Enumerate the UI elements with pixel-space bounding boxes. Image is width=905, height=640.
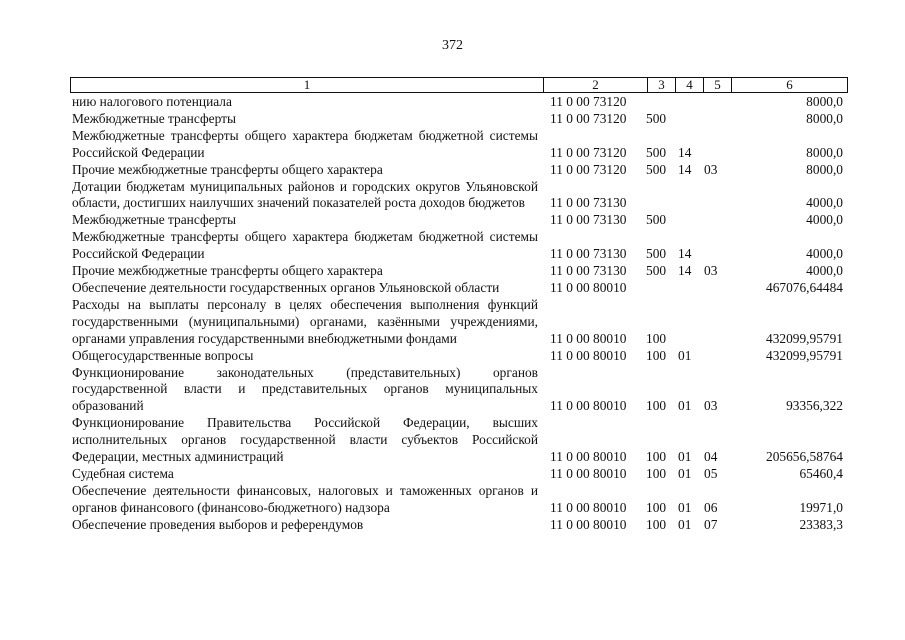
row-col-3: 100 (646, 516, 667, 532)
row-amount: 8000,0 (806, 110, 843, 126)
row-col-4: 01 (678, 347, 692, 363)
row-code: 11 0 00 80010 (550, 449, 627, 465)
header-col-2: 2 (543, 78, 647, 92)
row-amount: 23383,3 (799, 516, 843, 532)
row-col-5: 04 (704, 449, 718, 465)
row-code: 11 0 00 73120 (550, 144, 627, 160)
row-amount: 19971,0 (799, 499, 843, 515)
row-col-5: 06 (704, 499, 718, 515)
table-row (72, 128, 848, 162)
row-col-4: 01 (678, 398, 692, 414)
row-code: 11 0 00 73120 (550, 161, 627, 177)
header-col-4: 4 (675, 78, 703, 92)
table-row (72, 517, 848, 534)
row-name: Расходы на выплаты персоналу в целях обеспечения выполнения функций государственными (муниципальными) органами, казёнными учреждениями, органами управления государственными внебюджетными фондами (72, 296, 538, 346)
row-col-4: 01 (678, 465, 692, 481)
header-col-6: 6 (731, 78, 847, 92)
row-col-3: 500 (646, 246, 667, 262)
row-amount: 205656,58764 (766, 449, 843, 465)
page-number: 372 (442, 38, 463, 53)
row-code: 11 0 00 73130 (550, 263, 627, 279)
row-amount: 8000,0 (806, 161, 843, 177)
row-col-3: 100 (646, 347, 667, 363)
row-col-5: 03 (704, 263, 718, 279)
row-amount: 432099,95791 (766, 347, 843, 363)
table-row (72, 483, 848, 517)
row-name: Обеспечение проведения выборов и референдумов (72, 516, 364, 532)
table-row (72, 348, 848, 365)
row-col-5: 07 (704, 516, 718, 532)
table-row (72, 111, 848, 128)
row-name: Межбюджетные трансферты (72, 212, 236, 228)
row-amount: 93356,322 (786, 398, 843, 414)
header-col-5: 5 (703, 78, 731, 92)
row-col-3: 100 (646, 330, 667, 346)
row-col-3: 100 (646, 465, 667, 481)
row-code: 11 0 00 80010 (550, 330, 627, 346)
row-amount: 4000,0 (806, 195, 843, 211)
row-code: 11 0 00 73130 (550, 246, 627, 262)
row-col-3: 100 (646, 449, 667, 465)
table-row (72, 365, 848, 416)
table-row (72, 466, 848, 483)
row-code: 11 0 00 73120 (550, 110, 627, 126)
row-name: Общегосударственные вопросы (72, 347, 254, 363)
row-col-4: 01 (678, 449, 692, 465)
row-amount: 4000,0 (806, 246, 843, 262)
row-code: 11 0 00 80010 (550, 279, 627, 295)
table-row (72, 179, 848, 213)
header-col-1: 1 (303, 77, 311, 92)
row-code: 11 0 00 73120 (550, 94, 627, 109)
row-amount: 432099,95791 (766, 330, 843, 346)
row-col-3: 500 (646, 212, 667, 228)
row-col-4: 14 (678, 161, 692, 177)
row-code: 11 0 00 80010 (550, 465, 627, 481)
row-name: Межбюджетные трансферты общего характера бюджетам бюджетной системы Российской Федерации (72, 127, 538, 160)
row-name: Прочие межбюджетные трансферты общего характера (72, 263, 383, 279)
table-body (72, 94, 848, 534)
row-name: Судебная система (72, 465, 174, 481)
row-col-3: 500 (646, 144, 667, 160)
row-code: 11 0 00 73130 (550, 212, 627, 228)
row-name: Прочие межбюджетные трансферты общего характера (72, 161, 383, 177)
header-col-3: 3 (647, 78, 675, 92)
row-amount: 8000,0 (806, 94, 843, 109)
table-row (72, 162, 848, 179)
row-name: Обеспечение деятельности финансовых, налоговых и таможенных органов и органов финансового (финансово-бюджетного) надзора (72, 482, 538, 515)
row-code: 11 0 00 80010 (550, 398, 627, 414)
table-row (72, 297, 848, 348)
table-row (72, 415, 848, 466)
row-amount: 4000,0 (806, 263, 843, 279)
table-row (72, 94, 848, 111)
row-name: Обеспечение деятельности государственных органов Ульяновской области (72, 279, 500, 295)
row-code: 11 0 00 80010 (550, 347, 627, 363)
row-name: нию налогового потенциала (72, 94, 232, 109)
row-code: 11 0 00 80010 (550, 499, 627, 515)
table-row (72, 229, 848, 263)
row-col-3: 100 (646, 499, 667, 515)
row-col-3: 100 (646, 398, 667, 414)
row-amount: 8000,0 (806, 144, 843, 160)
row-col-4: 01 (678, 499, 692, 515)
row-col-4: 01 (678, 516, 692, 532)
row-col-4: 14 (678, 246, 692, 262)
row-col-4: 14 (678, 263, 692, 279)
row-col-4: 14 (678, 144, 692, 160)
table-row (72, 263, 848, 280)
row-code: 11 0 00 73130 (550, 195, 627, 211)
row-name: Межбюджетные трансферты (72, 110, 236, 126)
table-row (72, 280, 848, 297)
row-code: 11 0 00 80010 (550, 516, 627, 532)
row-name: Функционирование законодательных (представительных) органов государственной власти и представительных органов муниципальных образований (72, 364, 538, 414)
row-name: Функционирование Правительства Российской Федерации, высших исполнительных органов государственной власти субъектов Российской Федерации, местных администраций (72, 415, 538, 465)
row-col-3: 500 (646, 161, 667, 177)
table-row (72, 212, 848, 229)
row-col-5: 03 (704, 398, 718, 414)
row-amount: 65460,4 (799, 465, 843, 481)
row-name: Межбюджетные трансферты общего характера бюджетам бюджетной системы Российской Федерации (72, 229, 538, 262)
row-amount: 467076,64484 (766, 279, 843, 295)
row-col-3: 500 (646, 110, 667, 126)
row-name: Дотации бюджетам муниципальных районов и городских округов Ульяновской области, достигших наилучших значений показателей роста доходов бюджетов (72, 178, 538, 211)
table-header (70, 77, 848, 93)
row-amount: 4000,0 (806, 212, 843, 228)
row-col-5: 03 (704, 161, 718, 177)
row-col-3: 500 (646, 263, 667, 279)
row-col-5: 05 (704, 465, 718, 481)
